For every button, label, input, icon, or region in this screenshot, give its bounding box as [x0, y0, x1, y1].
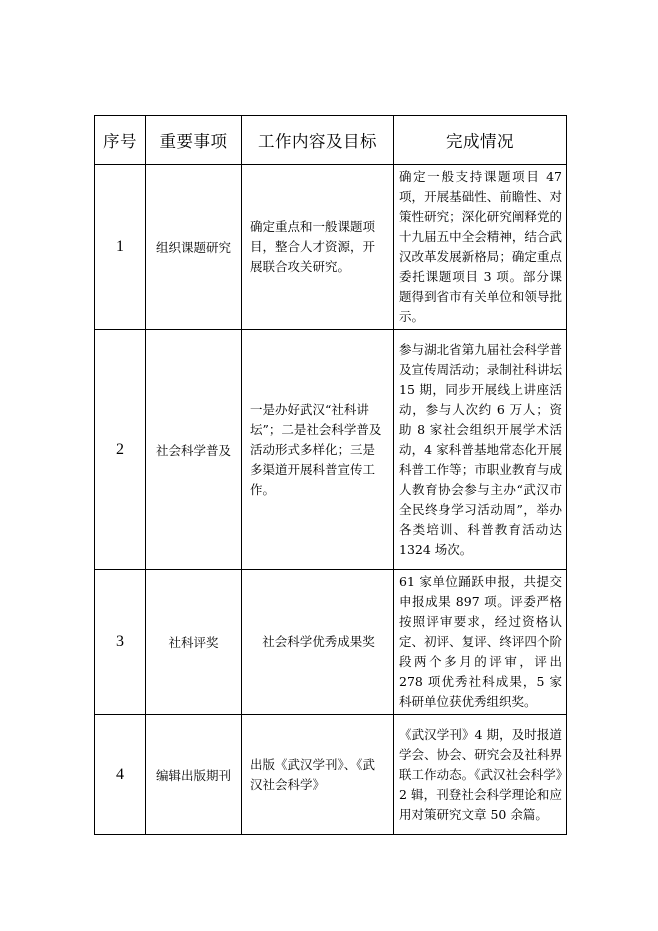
row-index: 1 — [95, 165, 146, 330]
row-item: 社科评奖 — [146, 570, 242, 715]
row-content: 确定重点和一般课题项目，整合人才资源，开展联合攻关研究。 — [242, 165, 394, 330]
table-row — [95, 330, 567, 570]
row-item: 社会科学普及 — [146, 330, 242, 570]
row-result: 确定一般支持课题项目 47 项，开展基础性、前瞻性、对策性研究；深化研究阐释党的十九届五中全会精神，结合武汉改革发展新格局；确定重点委托课题项目 3 项。部分课题得到省市有关单位和领导批示。 — [394, 165, 567, 330]
table-row — [95, 715, 567, 835]
row-index: 4 — [95, 715, 146, 835]
table-header-row — [95, 116, 567, 165]
row-item: 编辑出版期刊 — [146, 715, 242, 835]
work-summary-table — [94, 115, 567, 835]
row-index: 2 — [95, 330, 146, 570]
row-item: 组织课题研究 — [146, 165, 242, 330]
header-content: 工作内容及目标 — [242, 116, 394, 165]
header-index: 序号 — [95, 116, 146, 165]
row-content: 社会科学优秀成果奖 — [242, 570, 394, 715]
table-row — [95, 570, 567, 715]
row-result: 《武汉学刊》4 期，及时报道学会、协会、研究会及社科界联工作动态。《武汉社会科学》2 辑，刊登社会科学理论和应用对策研究文章 50 余篇。 — [394, 715, 567, 835]
row-result: 参与湖北省第九届社会科学普及宣传周活动；录制社科讲坛 15 期，同步开展线上讲座活动，参与人次约 6 万人；资助 8 家社会组织开展学术活动，4 家科普基地常态化开展科普工作等；市职业教育与成人教育协会参与主办“武汉市全民终身学习活动周”，举办各类培训、科普教育活动达 1324 场次。 — [394, 330, 567, 570]
header-item: 重要事项 — [146, 116, 242, 165]
row-result: 61 家单位踊跃申报，共提交申报成果 897 项。评委严格按照评审要求，经过资格认定、初评、复评、终评四个阶段两个多月的评审，评出 278 项优秀社科成果，5 家科研单位获优秀组织奖。 — [394, 570, 567, 715]
table-row — [95, 165, 567, 330]
row-content: 一是办好武汉“社科讲坛”；二是社会科学普及活动形式多样化；三是多渠道开展科普宣传工作。 — [242, 330, 394, 570]
header-result: 完成情况 — [394, 116, 567, 165]
row-index: 3 — [95, 570, 146, 715]
row-content: 出版《武汉学刊》、《武汉社会科学》 — [242, 715, 394, 835]
